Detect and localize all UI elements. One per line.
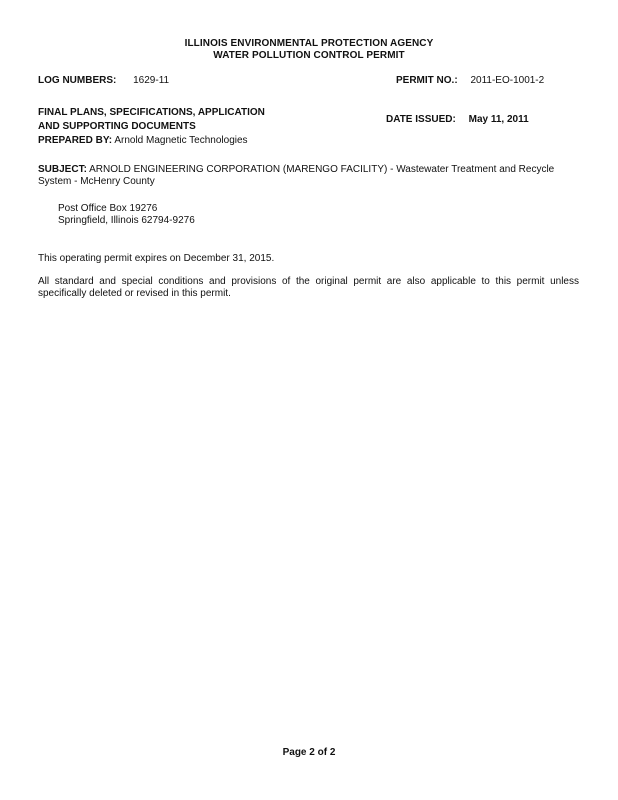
address-line2: Springfield, Illinois 62794-9276 [58, 215, 195, 226]
date-issued-label: DATE ISSUED: [386, 114, 456, 125]
address-line1: Post Office Box 19276 [58, 203, 158, 214]
expiration-statement: This operating permit expires on December 31, 2015. [38, 253, 275, 264]
permit-number-label: PERMIT NO.: [396, 75, 458, 86]
conditions-line1: All standard and special conditions and provisions of the original permit are also applicable to this permit unless [38, 276, 579, 287]
prepared-by-value: Arnold Magnetic Technologies [114, 135, 248, 146]
final-plans-line2: AND SUPPORTING DOCUMENTS [38, 121, 196, 132]
subject-line1 [38, 163, 579, 176]
agency-title: ILLINOIS ENVIRONMENTAL PROTECTION AGENCY [184, 38, 434, 49]
log-numbers [38, 75, 169, 86]
final-plans-line1: FINAL PLANS, SPECIFICATIONS, APPLICATION [38, 107, 265, 118]
subject-text-line2: System - McHenry County [38, 176, 155, 187]
date-issued-value: May 11, 2011 [468, 114, 529, 125]
prepared-by [38, 135, 248, 146]
log-numbers-value: 1629-11 [133, 75, 170, 86]
permit-number-value: 2011-EO-1001-2 [470, 75, 545, 86]
date-issued [386, 114, 529, 125]
subject-text-line1: ARNOLD ENGINEERING CORPORATION (MARENGO FACILITY) - Wastewater Treatment and Recycle [89, 164, 555, 175]
log-numbers-label: LOG NUMBERS: [38, 75, 117, 86]
permit-type-title: WATER POLLUTION CONTROL PERMIT [213, 50, 405, 61]
subject-label: SUBJECT: [38, 164, 87, 175]
prepared-by-label: PREPARED BY: [38, 135, 113, 146]
page-number: Page 2 of 2 [282, 747, 336, 758]
conditions-line2: specifically deleted or revised in this permit. [38, 288, 231, 299]
permit-number [396, 75, 544, 86]
